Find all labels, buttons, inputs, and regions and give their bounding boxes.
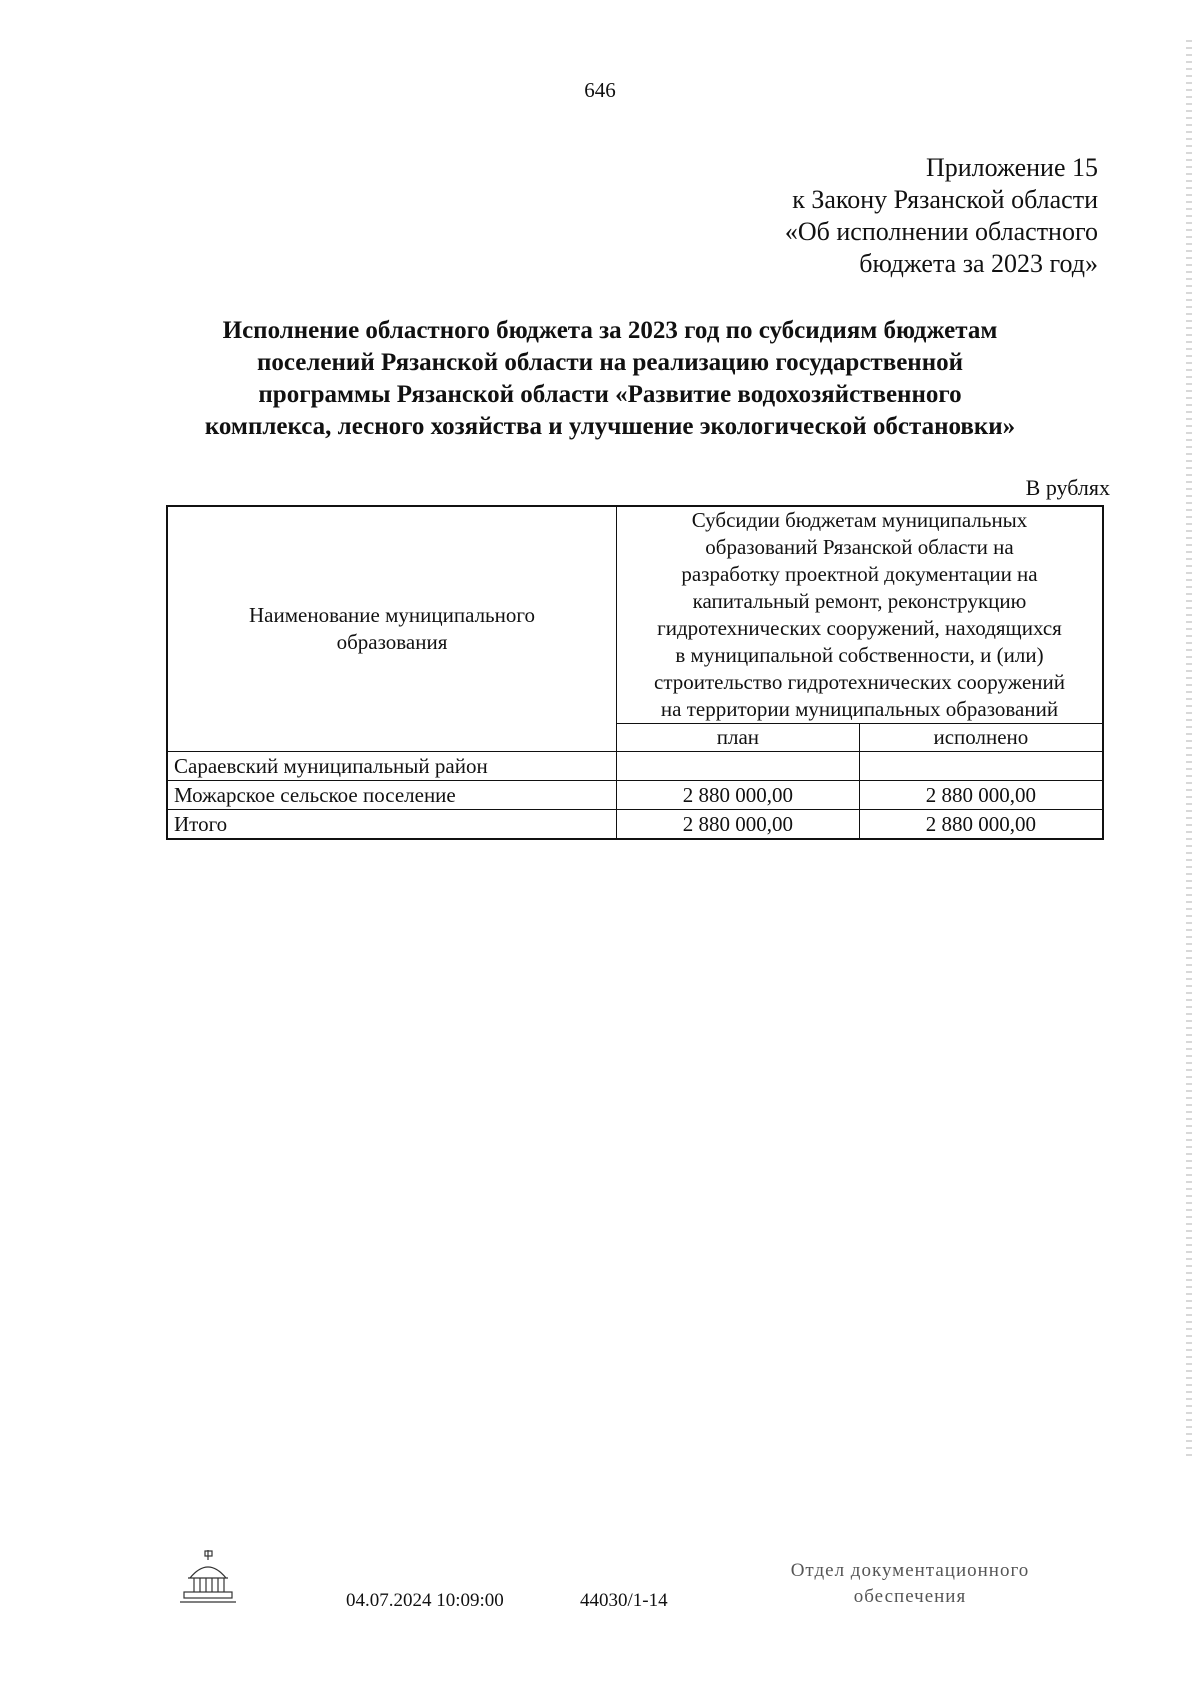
title-line: Исполнение областного бюджета за 2023 год по субсидиям бюджетам bbox=[222, 317, 998, 344]
row-plan bbox=[617, 752, 860, 781]
row-done bbox=[859, 752, 1103, 781]
table-row-settlement bbox=[167, 781, 1103, 810]
subsidy-table bbox=[166, 505, 1104, 840]
document-title bbox=[150, 315, 1070, 443]
table-row-district bbox=[167, 752, 1103, 781]
header-municipality bbox=[167, 506, 617, 752]
stamp-line: обеспечения bbox=[853, 1586, 967, 1607]
header-text: образования bbox=[336, 630, 448, 654]
stamp-line: Отдел документационного bbox=[790, 1560, 1030, 1581]
department-stamp bbox=[765, 1558, 1055, 1610]
header-text: на территории муниципальных образований bbox=[660, 697, 1059, 721]
header-text: Субсидии бюджетам муниципальных bbox=[691, 508, 1028, 532]
header-text: капитальный ремонт, реконструкцию bbox=[692, 589, 1027, 613]
title-line: поселений Рязанской области на реализацию государственной bbox=[256, 349, 964, 376]
row-done: 2 880 000,00 bbox=[859, 810, 1103, 840]
appendix-reference bbox=[785, 152, 1098, 280]
page-number: 646 bbox=[584, 78, 616, 102]
header-text: строительство гидротехнических сооружений bbox=[654, 670, 1065, 694]
header-done: исполнено bbox=[859, 724, 1103, 752]
appendix-line: Приложение 15 bbox=[925, 153, 1098, 182]
scan-edge-artifact bbox=[1186, 40, 1192, 1460]
footer-reg-number: 44030/1-14 bbox=[580, 1590, 668, 1611]
row-name: Можарское сельское поселение bbox=[167, 781, 617, 810]
header-text: разработку проектной документации на bbox=[681, 562, 1038, 586]
units-label: В рублях bbox=[1025, 475, 1110, 500]
title-line: программы Рязанской области «Развитие водохозяйственного bbox=[258, 381, 962, 408]
row-plan: 2 880 000,00 bbox=[617, 810, 860, 840]
footer-date: 04.07.2024 10:09:00 bbox=[346, 1590, 504, 1611]
row-name: Итого bbox=[167, 810, 617, 840]
title-line: комплекса, лесного хозяйства и улучшение экологической обстановки» bbox=[204, 413, 1016, 440]
header-text: в муниципальной собственности, и (или) bbox=[675, 643, 1044, 667]
table-row-total bbox=[167, 810, 1103, 840]
header-text: гидротехнических сооружений, находящихся bbox=[657, 616, 1062, 640]
appendix-line: бюджета за 2023 год» bbox=[859, 249, 1098, 278]
row-done: 2 880 000,00 bbox=[859, 781, 1103, 810]
header-plan: план bbox=[617, 724, 860, 752]
duma-emblem-icon bbox=[172, 1548, 244, 1606]
row-name: Сараевский муниципальный район bbox=[167, 752, 617, 781]
appendix-line: «Об исполнении областного bbox=[784, 217, 1098, 246]
header-subsidy bbox=[617, 506, 1104, 724]
header-text: Наименование муниципального bbox=[249, 603, 535, 627]
appendix-line: к Закону Рязанской области bbox=[792, 185, 1098, 214]
row-plan: 2 880 000,00 bbox=[617, 781, 860, 810]
header-row bbox=[167, 506, 1103, 724]
header-text: образований Рязанской области на bbox=[705, 535, 1014, 559]
